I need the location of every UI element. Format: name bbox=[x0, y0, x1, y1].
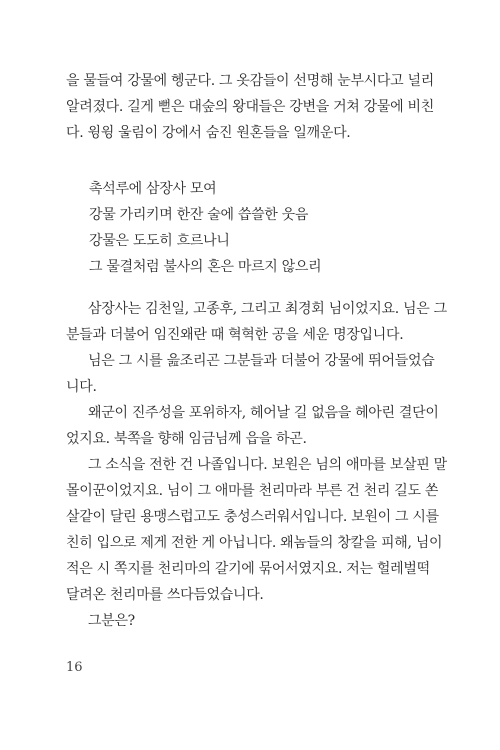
text-line: 분들과 더불어 임진왜란 때 혁혁한 공을 세운 명장입니다. bbox=[66, 327, 404, 343]
text-line: 그분은? bbox=[88, 613, 135, 629]
page-number: 16 bbox=[66, 660, 83, 675]
opening-paragraph bbox=[66, 68, 438, 146]
body-paragraphs bbox=[66, 296, 447, 634]
text-line: 다. 윙윙 울림이 강에서 숨진 원혼들을 일깨운다. bbox=[66, 125, 351, 141]
text-line: 니다. bbox=[66, 379, 97, 395]
text-line: 왜군이 진주성을 포위하자, 헤어날 길 없음을 헤아린 결단이 bbox=[88, 405, 439, 421]
text-line: 달려온 천리마를 쓰다듬었습니다. bbox=[66, 587, 264, 603]
poem-line: 강물은 도도히 흐르나니 bbox=[89, 233, 230, 249]
text-line: 친히 입으로 제게 전한 게 아닙니다. 왜놈들의 창칼을 피해, 님이 bbox=[66, 535, 443, 551]
text-line: 몰이꾼이었지요. 님이 그 애마를 천리마라 부른 건 천리 길도 쏜 bbox=[66, 483, 439, 499]
text-line: 살같이 달린 용맹스럽고도 충성스러워서입니다. 보원이 그 시를 bbox=[66, 509, 439, 525]
text-line: 삼장사는 김천일, 고종후, 그리고 최경회 님이었지요. 님은 그 bbox=[88, 301, 447, 317]
text-line: 알려졌다. 길게 뻗은 대숲의 왕대들은 강변을 거쳐 강물에 비친 bbox=[66, 99, 434, 115]
poem bbox=[89, 176, 461, 280]
poem-line: 그 물결처럼 불사의 혼은 마르지 않으리 bbox=[89, 259, 322, 275]
poem-line: 촉석루에 삼장사 모여 bbox=[89, 181, 217, 197]
text-line: 을 물들여 강물에 헹군다. 그 옷감들이 선명해 눈부시다고 널리 bbox=[66, 73, 434, 89]
text-line: 님은 그 시를 읊조리곤 그분들과 더불어 강물에 뛰어들었습 bbox=[88, 353, 435, 369]
text-line: 었지요. 북쪽을 향해 임금님께 읍을 하곤. bbox=[66, 431, 307, 447]
text-line: 그 소식을 전한 건 나졸입니다. 보원은 님의 애마를 보살핀 말 bbox=[88, 457, 447, 473]
text-line: 적은 시 쪽지를 천리마의 갈기에 묶어서였지요. 저는 헐레벌떡 bbox=[66, 561, 430, 577]
poem-line: 강물 가리키며 한잔 술에 씁쓸한 웃음 bbox=[89, 207, 309, 223]
